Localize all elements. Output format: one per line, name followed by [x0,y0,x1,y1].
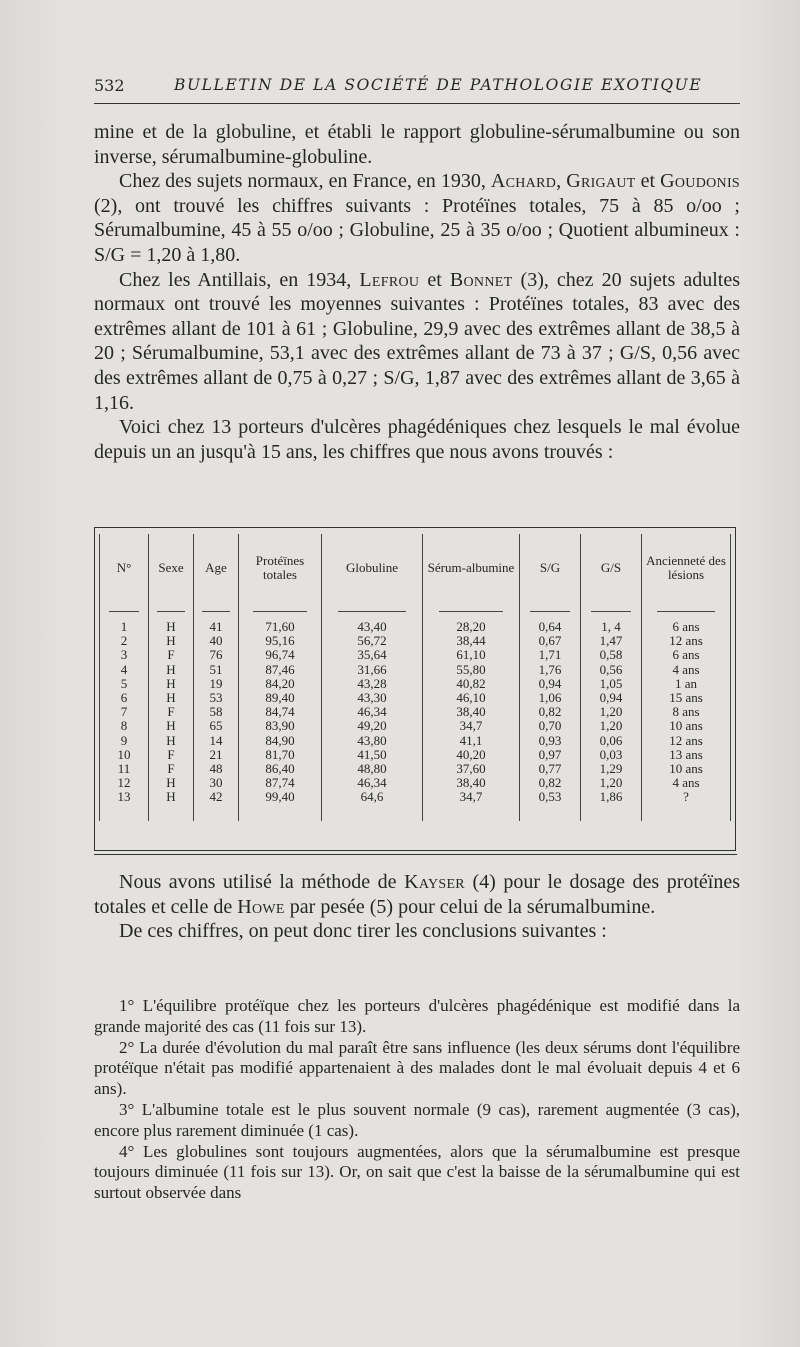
col-header-serum: Sérum-albumine [423,534,520,602]
author-name: Goudonis [660,170,740,193]
table-row [100,620,731,634]
cell-serum: 40,20 [423,748,520,762]
cell-age: 40 [194,634,239,648]
author-name: Kayser [404,871,465,893]
cell-sg: 0,70 [520,719,581,733]
cell-no: 2 [100,634,149,648]
cell-anciennete: 8 ans [642,705,731,719]
cell-globuline: 49,20 [322,719,423,733]
table-row [100,776,731,790]
cell-anciennete: 15 ans [642,691,731,705]
cell-anciennete: ? [642,790,731,804]
cell-anciennete: 10 ans [642,762,731,776]
author-name: Bonnet [449,268,513,291]
cell-age: 42 [194,790,239,804]
cell-globuline: 43,80 [322,734,423,748]
table-body [100,602,731,821]
col-header-proteines: Protéïnes totales [239,534,322,602]
cell-anciennete: 12 ans [642,634,731,648]
cell-no: 6 [100,691,149,705]
header-underline-row [100,602,731,620]
running-title: BULLETIN DE LA SOCIÉTÉ DE PATHOLOGIE EXOTIQUE [174,76,703,94]
cell-sg: 0,97 [520,748,581,762]
cell-anciennete: 1 an [642,677,731,691]
cell-sg: 1,06 [520,691,581,705]
cell-sg: 0,77 [520,762,581,776]
cell-serum: 41,1 [423,734,520,748]
conclusions-list [94,996,740,1204]
col-header-gs: G/S [581,534,642,602]
paragraph-2: Chez des sujets normaux, en France, en 1930, Achard, Grigaut et Goudonis (2), ont trouvé les chiffres suivants : Protéïnes totales, 75 à 85 o/oo ; Sérumalbumine, 45 à 55 o/oo ; Globuline, 25 à 35 o/oo ; Quotient albumineux : S/G = 1,20 à 1,80. [94,170,740,266]
cell-sexe: H [149,663,194,677]
cell-sg: 0,93 [520,734,581,748]
cell-globuline: 56,72 [322,634,423,648]
cell-proteines: 89,40 [239,691,322,705]
cell-gs: 0,06 [581,734,642,748]
cell-proteines: 83,90 [239,719,322,733]
col-header-no: N° [100,534,149,602]
cell-proteines: 96,74 [239,648,322,662]
cell-sexe: H [149,634,194,648]
cell-gs: 1,05 [581,677,642,691]
cell-serum: 38,44 [423,634,520,648]
cell-sg: 0,67 [520,634,581,648]
cell-serum: 55,80 [423,663,520,677]
cell-gs: 0,03 [581,748,642,762]
cell-proteines: 95,16 [239,634,322,648]
cell-serum: 34,7 [423,790,520,804]
cell-proteines: 84,20 [239,677,322,691]
table-header-row [100,534,731,602]
cell-gs: 1,20 [581,719,642,733]
cell-no: 7 [100,705,149,719]
cell-gs: 1,29 [581,762,642,776]
col-header-age: Age [194,534,239,602]
cell-globuline: 41,50 [322,748,423,762]
cell-age: 30 [194,776,239,790]
cell-age: 19 [194,677,239,691]
cell-sexe: H [149,776,194,790]
cell-serum: 40,82 [423,677,520,691]
cell-age: 51 [194,663,239,677]
cell-sexe: F [149,648,194,662]
cell-sg: 0,64 [520,620,581,634]
cell-serum: 28,20 [423,620,520,634]
table-row [100,719,731,733]
cell-proteines: 84,90 [239,734,322,748]
cell-serum: 38,40 [423,705,520,719]
cell-sexe: H [149,719,194,733]
cell-sexe: F [149,762,194,776]
conclusion-3: 3° L'albumine totale est le plus souvent normale (9 cas), rarement augmentée (3 cas), encore plus rarement diminuée (1 cas). [94,1099,740,1140]
cell-sexe: H [149,790,194,804]
cell-gs: 1, 4 [581,620,642,634]
cell-age: 21 [194,748,239,762]
cell-proteines: 84,74 [239,705,322,719]
cell-age: 58 [194,705,239,719]
cell-anciennete: 12 ans [642,734,731,748]
page-number: 532 [94,76,125,95]
cell-no: 4 [100,663,149,677]
cell-no: 13 [100,790,149,804]
table-row [100,734,731,748]
cell-no: 8 [100,719,149,733]
cell-globuline: 31,66 [322,663,423,677]
table-row [100,790,731,804]
author-name: Achard [490,170,557,193]
cell-sexe: H [149,734,194,748]
conclusion-2: 2° La durée d'évolution du mal paraît être sans influence (les deux sérums dont l'équilibre protéïque n'était pas modifié appartenaient à des malades dont le mal évoluait depuis 4 et 6 ans). [94,1037,740,1098]
cell-sg: 1,76 [520,663,581,677]
cell-no: 10 [100,748,149,762]
paragraph-5: Nous avons utilisé la méthode de Kayser (4) pour le dosage des protéïnes totales et celle de Howe par pesée (5) pour celui de la sérumalbumine. [94,871,741,918]
cell-sg: 0,82 [520,776,581,790]
table-row [100,748,731,762]
cell-no: 9 [100,734,149,748]
cell-anciennete: 10 ans [642,719,731,733]
cell-anciennete: 6 ans [642,648,731,662]
cell-no: 3 [100,648,149,662]
cell-sexe: H [149,677,194,691]
cell-age: 65 [194,719,239,733]
author-name: Grigaut [566,170,636,193]
cell-anciennete: 13 ans [642,748,731,762]
cell-age: 48 [194,762,239,776]
cell-globuline: 46,34 [322,776,423,790]
table-row [100,648,731,662]
cell-globuline: 46,34 [322,705,423,719]
cell-anciennete: 4 ans [642,663,731,677]
cell-globuline: 48,80 [322,762,423,776]
header-rule [94,103,740,104]
intro-text [94,120,740,464]
page-header [94,76,740,106]
table-row [100,762,731,776]
cell-sg: 1,71 [520,648,581,662]
cell-proteines: 71,60 [239,620,322,634]
cell-age: 53 [194,691,239,705]
cell-gs: 0,58 [581,648,642,662]
paragraph-4: Voici chez 13 porteurs d'ulcères phagédéniques chez lesquels le mal évolue depuis un an jusqu'à 15 ans, les chiffres que nous avons trouvés : [94,416,740,463]
cell-no: 5 [100,677,149,691]
methods-text [94,870,740,944]
cell-age: 14 [194,734,239,748]
cell-proteines: 99,40 [239,790,322,804]
results-table-frame [94,527,736,851]
cell-no: 12 [100,776,149,790]
table-row [100,663,731,677]
cell-anciennete: 4 ans [642,776,731,790]
cell-sg: 0,94 [520,677,581,691]
cell-no: 1 [100,620,149,634]
cell-gs: 1,20 [581,705,642,719]
conclusion-1: 1° L'équilibre protéïque chez les porteurs d'ulcères phagédénique est modifié dans la grande majorité des cas (11 fois sur 13). [94,996,740,1036]
cell-age: 41 [194,620,239,634]
cell-gs: 0,56 [581,663,642,677]
cell-gs: 1,47 [581,634,642,648]
cell-serum: 34,7 [423,719,520,733]
cell-sexe: F [149,748,194,762]
table-tail-row [100,805,731,821]
cell-sexe: F [149,705,194,719]
cell-serum: 46,10 [423,691,520,705]
cell-proteines: 86,40 [239,762,322,776]
table-row [100,677,731,691]
cell-gs: 1,86 [581,790,642,804]
cell-sexe: H [149,691,194,705]
results-table [99,534,731,821]
cell-gs: 0,94 [581,691,642,705]
conclusion-4: 4° Les globulines sont toujours augmentées, alors que la sérumalbumine est presque toujours diminuée (11 fois sur 13). Or, on sait que c'est la baisse de la sérumalbumine qui est surtout observée dans [94,1141,740,1202]
col-header-sg: S/G [520,534,581,602]
cell-gs: 1,20 [581,776,642,790]
table-row [100,691,731,705]
cell-proteines: 81,70 [239,748,322,762]
table-row [100,634,731,648]
cell-serum: 38,40 [423,776,520,790]
cell-proteines: 87,74 [239,776,322,790]
cell-globuline: 43,40 [322,620,423,634]
cell-globuline: 43,28 [322,677,423,691]
cell-sexe: H [149,620,194,634]
cell-sg: 0,53 [520,790,581,804]
cell-serum: 37,60 [423,762,520,776]
cell-sg: 0,82 [520,705,581,719]
paragraph-1: mine et de la globuline, et établi le rapport globuline-sérumalbumine ou son inverse, sérumalbumine-globuline. [94,121,740,168]
col-header-anciennete: Ancienneté des lésions [642,534,731,602]
paragraph-6: De ces chiffres, on peut donc tirer les conclusions suivantes : [119,920,607,943]
col-header-sexe: Sexe [149,534,194,602]
cell-globuline: 35,64 [322,648,423,662]
table-row [100,705,731,719]
cell-globuline: 43,30 [322,691,423,705]
cell-proteines: 87,46 [239,663,322,677]
cell-anciennete: 6 ans [642,620,731,634]
author-name: Lefrou [359,268,420,291]
cell-age: 76 [194,648,239,662]
cell-no: 11 [100,762,149,776]
cell-globuline: 64,6 [322,790,423,804]
paragraph-3: Chez les Antillais, en 1934, Lefrou et Bonnet (3), chez 20 sujets adultes normaux ont trouvé les moyennes suivantes : Protéïnes totales, 83 avec des extrêmes allant de 101 à 61 ; Globuline, 29,9 avec des extrêmes allant de 38,5 à 20 ; Sérumalbumine, 53,1 avec des extrêmes allant de 73 à 37 ; G/S, 0,56 avec des extrêmes allant de 0,75 à 0,27 ; S/G, 1,87 avec des extrêmes allant de 3,65 à 1,16. [94,268,740,414]
cell-serum: 61,10 [423,648,520,662]
col-header-globuline: Globuline [322,534,423,602]
table-double-rule [94,854,737,855]
author-name: Howe [237,895,285,918]
